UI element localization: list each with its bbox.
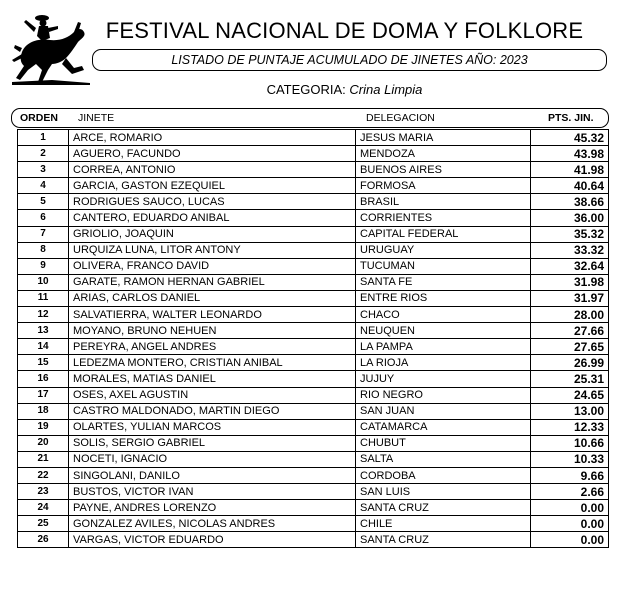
cell-pts: 25.31 bbox=[531, 371, 609, 387]
table-row bbox=[18, 162, 609, 178]
cell-orden: 23 bbox=[18, 484, 69, 500]
table-row bbox=[18, 403, 609, 419]
cell-delegacion: JUJUY bbox=[356, 371, 531, 387]
cell-pts: 0.00 bbox=[531, 516, 609, 532]
cell-orden: 14 bbox=[18, 339, 69, 355]
cell-delegacion: CHACO bbox=[356, 307, 531, 323]
table-row bbox=[18, 532, 609, 548]
cell-pts: 10.33 bbox=[531, 451, 609, 467]
table-row bbox=[18, 419, 609, 435]
cell-orden: 2 bbox=[18, 146, 69, 162]
cell-pts: 0.00 bbox=[531, 500, 609, 516]
cell-pts: 13.00 bbox=[531, 403, 609, 419]
cell-pts: 33.32 bbox=[531, 242, 609, 258]
table-row bbox=[18, 258, 609, 274]
table-row bbox=[18, 130, 609, 146]
column-header-orden: ORDEN bbox=[20, 112, 58, 124]
cell-orden: 11 bbox=[18, 290, 69, 306]
column-header-jinete: JINETE bbox=[78, 112, 115, 124]
cell-orden: 19 bbox=[18, 419, 69, 435]
cell-delegacion: URUGUAY bbox=[356, 242, 531, 258]
cell-orden: 26 bbox=[18, 532, 69, 548]
table-row bbox=[18, 387, 609, 403]
table-row bbox=[18, 146, 609, 162]
cell-jinete: OLIVERA, FRANCO DAVID bbox=[69, 258, 356, 274]
category-line bbox=[0, 82, 629, 97]
cell-delegacion: LA RIOJA bbox=[356, 355, 531, 371]
cell-orden: 8 bbox=[18, 242, 69, 258]
cell-orden: 24 bbox=[18, 500, 69, 516]
cell-delegacion: SANTA CRUZ bbox=[356, 532, 531, 548]
cell-delegacion: FORMOSA bbox=[356, 178, 531, 194]
cell-orden: 12 bbox=[18, 307, 69, 323]
cell-jinete: GARATE, RAMON HERNAN GABRIEL bbox=[69, 274, 356, 290]
cell-pts: 38.66 bbox=[531, 194, 609, 210]
cell-delegacion: SAN LUIS bbox=[356, 484, 531, 500]
cell-orden: 15 bbox=[18, 355, 69, 371]
page-title: FESTIVAL NACIONAL DE DOMA Y FOLKLORE bbox=[105, 18, 584, 43]
cell-pts: 31.97 bbox=[531, 290, 609, 306]
table-row bbox=[18, 274, 609, 290]
cell-jinete: AGUERO, FACUNDO bbox=[69, 146, 356, 162]
cell-orden: 9 bbox=[18, 258, 69, 274]
cell-jinete: SALVATIERRA, WALTER LEONARDO bbox=[69, 307, 356, 323]
category-value: Crina Limpia bbox=[349, 82, 423, 97]
ranking-table bbox=[17, 129, 609, 548]
cell-pts: 10.66 bbox=[531, 435, 609, 451]
cell-jinete: MORALES, MATIAS DANIEL bbox=[69, 371, 356, 387]
cell-orden: 20 bbox=[18, 435, 69, 451]
cell-jinete: NOCETI, IGNACIO bbox=[69, 451, 356, 467]
table-row bbox=[18, 323, 609, 339]
cell-jinete: VARGAS, VICTOR EDUARDO bbox=[69, 532, 356, 548]
cell-delegacion: CAPITAL FEDERAL bbox=[356, 226, 531, 242]
table-row bbox=[18, 451, 609, 467]
cell-jinete: GRIOLIO, JOAQUIN bbox=[69, 226, 356, 242]
cell-delegacion: SAN JUAN bbox=[356, 403, 531, 419]
cell-orden: 7 bbox=[18, 226, 69, 242]
cell-jinete: OSES, AXEL AGUSTIN bbox=[69, 387, 356, 403]
table-row bbox=[18, 307, 609, 323]
cell-delegacion: LA PAMPA bbox=[356, 339, 531, 355]
cell-orden: 22 bbox=[18, 467, 69, 483]
cell-jinete: CASTRO MALDONADO, MARTIN DIEGO bbox=[69, 403, 356, 419]
table-row bbox=[18, 210, 609, 226]
cell-pts: 27.66 bbox=[531, 323, 609, 339]
cell-orden: 18 bbox=[18, 403, 69, 419]
cell-delegacion: TUCUMAN bbox=[356, 258, 531, 274]
cell-jinete: OLARTES, YULIAN MARCOS bbox=[69, 419, 356, 435]
table-row bbox=[18, 355, 609, 371]
cell-jinete: RODRIGUES SAUCO, LUCAS bbox=[69, 194, 356, 210]
cell-orden: 10 bbox=[18, 274, 69, 290]
cell-orden: 16 bbox=[18, 371, 69, 387]
cell-delegacion: ENTRE RIOS bbox=[356, 290, 531, 306]
table-row bbox=[18, 226, 609, 242]
cell-orden: 1 bbox=[18, 130, 69, 146]
table-row bbox=[18, 371, 609, 387]
cell-delegacion: RIO NEGRO bbox=[356, 387, 531, 403]
cell-pts: 24.65 bbox=[531, 387, 609, 403]
table-row bbox=[18, 467, 609, 483]
ranking-table-body bbox=[18, 130, 609, 548]
cell-pts: 2.66 bbox=[531, 484, 609, 500]
cell-pts: 35.32 bbox=[531, 226, 609, 242]
cell-pts: 32.64 bbox=[531, 258, 609, 274]
cell-orden: 21 bbox=[18, 451, 69, 467]
category-label: CATEGORIA: bbox=[266, 82, 346, 97]
table-row bbox=[18, 516, 609, 532]
cell-delegacion: CATAMARCA bbox=[356, 419, 531, 435]
table-header bbox=[11, 108, 609, 128]
cell-jinete: CANTERO, EDUARDO ANIBAL bbox=[69, 210, 356, 226]
subtitle: LISTADO DE PUNTAJE ACUMULADO DE JINETES AÑO: 2023 bbox=[171, 53, 528, 67]
cell-orden: 17 bbox=[18, 387, 69, 403]
cell-jinete: ARIAS, CARLOS DANIEL bbox=[69, 290, 356, 306]
cell-delegacion: MENDOZA bbox=[356, 146, 531, 162]
cell-orden: 13 bbox=[18, 323, 69, 339]
column-header-delegacion: DELEGACION bbox=[366, 112, 435, 124]
table-row bbox=[18, 339, 609, 355]
cell-jinete: PAYNE, ANDRES LORENZO bbox=[69, 500, 356, 516]
cell-delegacion: SANTA FE bbox=[356, 274, 531, 290]
cell-pts: 31.98 bbox=[531, 274, 609, 290]
cell-jinete: ARCE, ROMARIO bbox=[69, 130, 356, 146]
cell-orden: 25 bbox=[18, 516, 69, 532]
cell-jinete: BUSTOS, VICTOR IVAN bbox=[69, 484, 356, 500]
cell-pts: 43.98 bbox=[531, 146, 609, 162]
cell-jinete: PEREYRA, ANGEL ANDRES bbox=[69, 339, 356, 355]
cell-pts: 9.66 bbox=[531, 467, 609, 483]
cell-pts: 26.99 bbox=[531, 355, 609, 371]
cell-pts: 36.00 bbox=[531, 210, 609, 226]
cell-pts: 27.65 bbox=[531, 339, 609, 355]
cell-jinete: SINGOLANI, DANILO bbox=[69, 467, 356, 483]
cell-delegacion: CHILE bbox=[356, 516, 531, 532]
table-row bbox=[18, 435, 609, 451]
column-header-pts: PTS. JIN. bbox=[548, 112, 594, 124]
cell-jinete: SOLIS, SERGIO GABRIEL bbox=[69, 435, 356, 451]
table-row bbox=[18, 290, 609, 306]
cell-jinete: LEDEZMA MONTERO, CRISTIAN ANIBAL bbox=[69, 355, 356, 371]
cell-pts: 41.98 bbox=[531, 162, 609, 178]
cell-orden: 5 bbox=[18, 194, 69, 210]
table-row bbox=[18, 178, 609, 194]
cell-pts: 45.32 bbox=[531, 130, 609, 146]
cell-jinete: GARCIA, GASTON EZEQUIEL bbox=[69, 178, 356, 194]
cell-jinete: CORREA, ANTONIO bbox=[69, 162, 356, 178]
table-row bbox=[18, 194, 609, 210]
cell-orden: 6 bbox=[18, 210, 69, 226]
cell-delegacion: SANTA CRUZ bbox=[356, 500, 531, 516]
cell-jinete: GONZALEZ AVILES, NICOLAS ANDRES bbox=[69, 516, 356, 532]
cell-jinete: URQUIZA LUNA, LITOR ANTONY bbox=[69, 242, 356, 258]
cell-delegacion: BUENOS AIRES bbox=[356, 162, 531, 178]
cell-pts: 28.00 bbox=[531, 307, 609, 323]
table-row bbox=[18, 500, 609, 516]
cell-orden: 4 bbox=[18, 178, 69, 194]
table-row bbox=[18, 484, 609, 500]
cell-pts: 40.64 bbox=[531, 178, 609, 194]
table-row bbox=[18, 242, 609, 258]
cell-pts: 0.00 bbox=[531, 532, 609, 548]
cell-jinete: MOYANO, BRUNO NEHUEN bbox=[69, 323, 356, 339]
cell-delegacion: NEUQUEN bbox=[356, 323, 531, 339]
cell-delegacion: BRASIL bbox=[356, 194, 531, 210]
cell-delegacion: SALTA bbox=[356, 451, 531, 467]
cell-delegacion: CHUBUT bbox=[356, 435, 531, 451]
cell-delegacion: JESUS MARIA bbox=[356, 130, 531, 146]
cell-delegacion: CORRIENTES bbox=[356, 210, 531, 226]
subtitle-box bbox=[92, 49, 607, 71]
cell-orden: 3 bbox=[18, 162, 69, 178]
cell-delegacion: CORDOBA bbox=[356, 467, 531, 483]
cell-pts: 12.33 bbox=[531, 419, 609, 435]
